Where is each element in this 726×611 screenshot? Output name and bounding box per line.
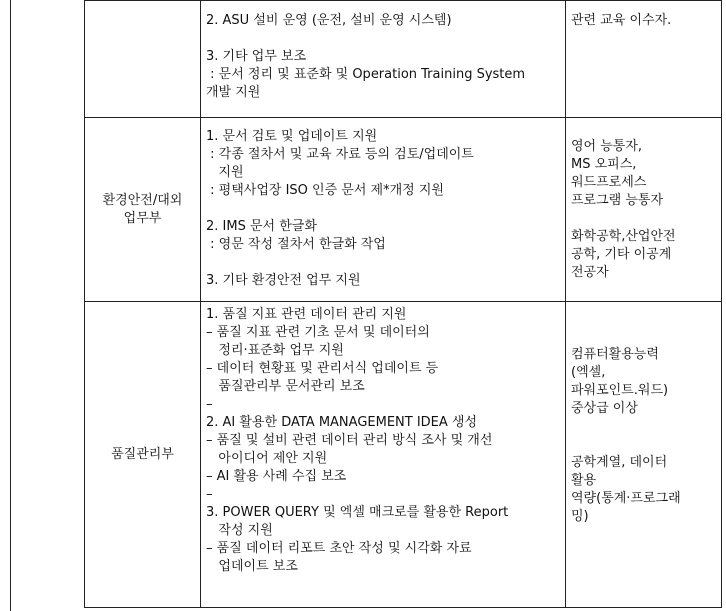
tasks-cell [201, 302, 566, 608]
task-line: 2. ASU 설비 운영 (운전, 설비 운영 시스템) [206, 13, 452, 28]
requirements-cell [566, 118, 722, 302]
dept-name: 품질관리부 [111, 446, 174, 462]
task-line: 업데이트 보조 [206, 559, 298, 574]
requirement-line: 공학계열, 데이터 [571, 455, 668, 470]
task-line: 1. 품질 지표 관련 데이터 관리 지원 [206, 307, 407, 322]
requirement-line: 전공자 [571, 265, 609, 280]
requirement-line: 영어 능통자, [571, 139, 643, 154]
task-line: 개발 지원 [206, 85, 261, 100]
task-line: – [206, 397, 213, 412]
task-line: – [206, 487, 213, 502]
table-row [85, 1, 722, 118]
requirement-line: 컴퓨터활용능력 [571, 347, 659, 362]
task-line: 작성 지원 [206, 523, 273, 538]
dept-cell [85, 118, 201, 302]
requirement-line: (엑셀, [571, 365, 606, 380]
tasks-cell [201, 1, 566, 118]
task-line: : 각종 절차서 및 교육 자료 등의 검토/업데이트 [206, 147, 474, 162]
task-line: – 품질 데이터 리포트 초안 작성 및 시각화 자료 [206, 541, 472, 556]
requirement-line: 역량(통계·프로그래 [571, 491, 681, 506]
requirement-line: 중상급 이상 [571, 401, 638, 416]
requirement-line: 밍) [571, 509, 589, 524]
task-line: 정리·표준화 업무 지원 [206, 343, 344, 358]
table-row [85, 302, 722, 608]
task-line: 아이디어 제안 지원 [206, 451, 328, 466]
task-line: – 품질 지표 관련 기초 문서 및 데이터의 [206, 325, 430, 340]
task-line: 3. 기타 환경안전 업무 지원 [206, 273, 361, 288]
requirements-cell [566, 1, 722, 118]
task-line: : 문서 정리 및 표준화 및 Operation Training System [206, 67, 526, 82]
requirement-line: 파워포인트.워드) [571, 383, 669, 398]
job-duties-table [84, 0, 722, 608]
tasks-cell [201, 118, 566, 302]
requirements-cell [566, 302, 722, 608]
requirement-line: 워드프로세스 [571, 175, 647, 190]
task-line: 2. IMS 문서 한글화 [206, 219, 317, 234]
dept-cell [85, 302, 201, 608]
dept-cell [85, 1, 201, 118]
task-line: – 데이터 현황표 및 관리서식 업데이트 등 [206, 361, 439, 376]
outer-left-border [10, 0, 11, 611]
task-line: : 평택사업장 ISO 인증 문서 제*개정 지원 [206, 183, 444, 198]
table-row [85, 118, 722, 302]
task-line: 지원 [206, 165, 244, 180]
task-line: 3. 기타 업무 보조 [206, 49, 307, 64]
task-line: 1. 문서 검토 및 업데이트 지원 [206, 129, 378, 144]
requirement-line: 관련 교육 이수자. [571, 13, 672, 28]
task-line: : 영문 작성 절차서 한글화 작업 [206, 237, 386, 252]
dept-name: 환경안전/대외 업무부 [102, 192, 183, 226]
requirement-line: 공학, 기타 이공계 [571, 247, 672, 262]
task-line: – AI 활용 사례 수집 보조 [206, 469, 347, 484]
requirement-line: 화학공학,산업안전 [571, 229, 676, 244]
task-line: 2. AI 활용한 DATA MANAGEMENT IDEA 생성 [206, 415, 478, 430]
task-line: 품질관리부 문서관리 보조 [206, 379, 365, 394]
task-line: – 품질 및 설비 관련 데이터 관리 방식 조사 및 개선 [206, 433, 493, 448]
requirement-line: MS 오피스, [571, 157, 637, 172]
task-line: 3. POWER QUERY 및 엑셀 매크로를 활용한 Report [206, 505, 509, 520]
requirement-line: 프로그램 능통자 [571, 193, 664, 208]
requirement-line: 활용 [571, 473, 597, 488]
